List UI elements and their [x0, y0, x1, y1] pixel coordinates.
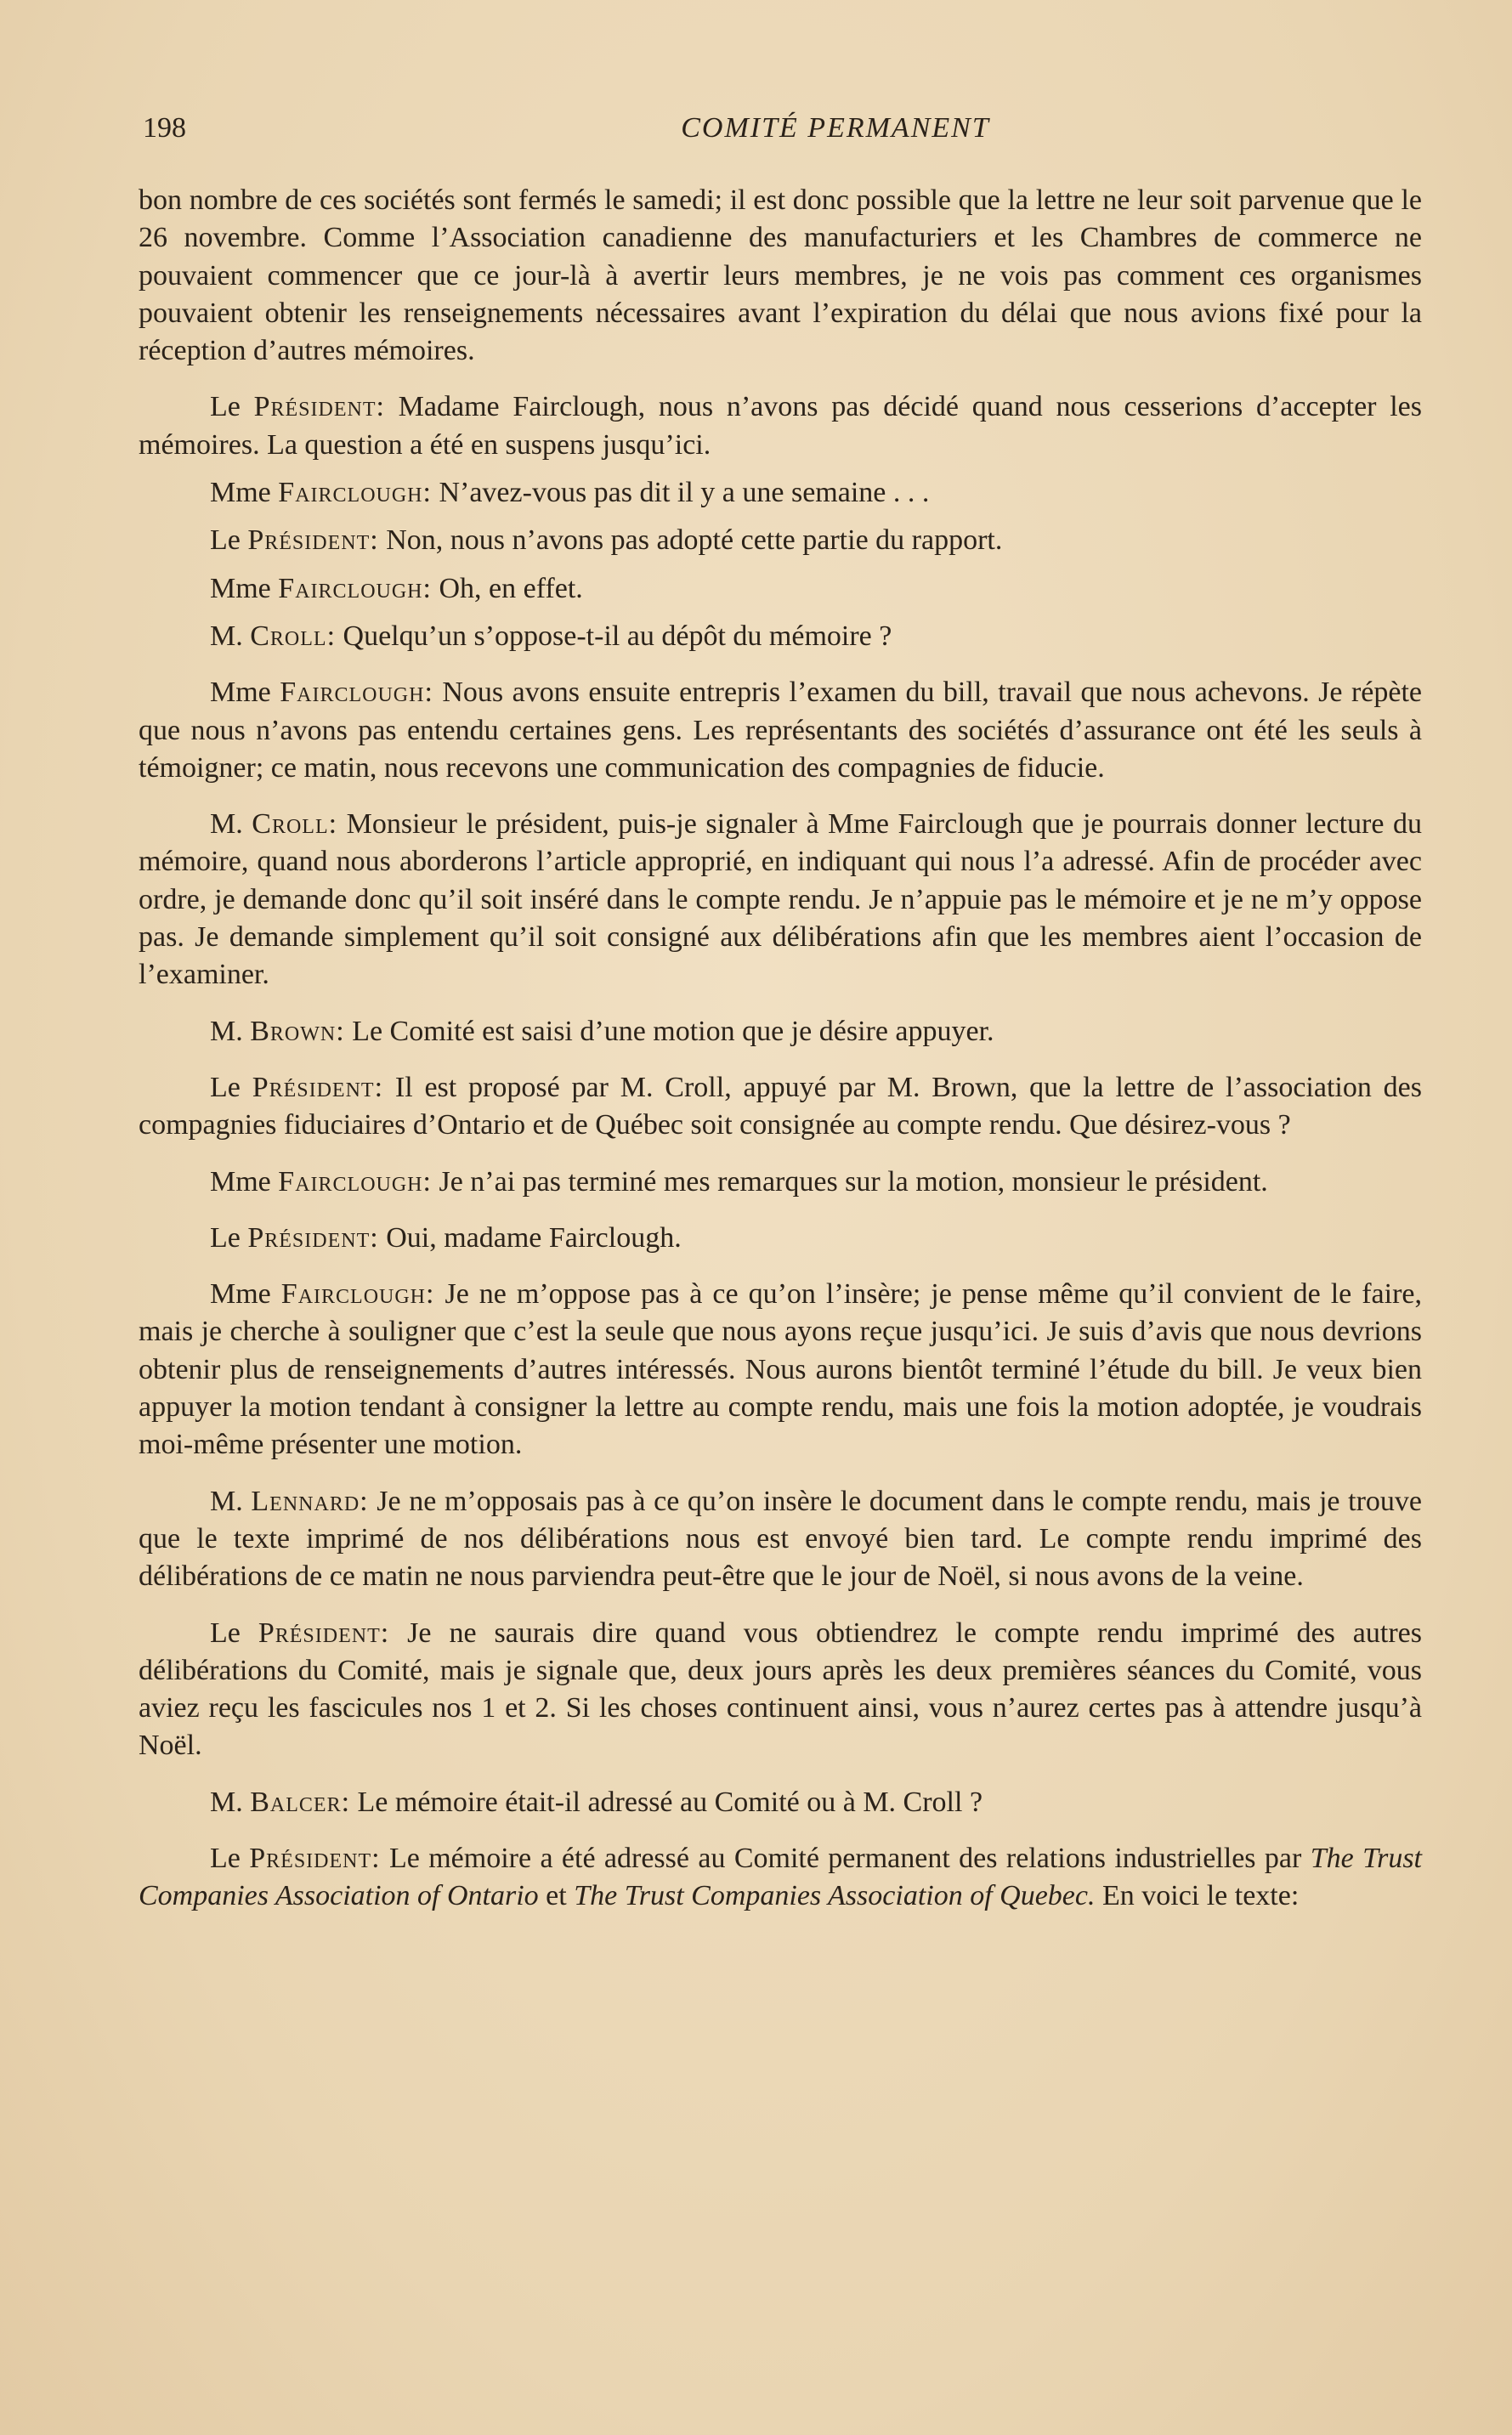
speaker-title: Le — [210, 524, 241, 557]
speech-text: Oh, en effet. — [431, 572, 583, 604]
speech-paragraph — [139, 1615, 1422, 1765]
speech-text: Je ne saurais dire quand vous obtiendrez le compte rendu imprimé des autres délibérations du Comité, mais je signale que, deux jours après les deux premières séances du Comité, vous aviez reçu les fascicules nos 1 et 2. Si les choses continuent ainsi, vous n’aurez certes pas à attendre jusqu’à Noël. — [139, 1617, 1422, 1762]
speech-text: En voici le texte: — [1095, 1880, 1300, 1912]
speech-text: Madame Fairclough, nous n’avons pas décidé quand nous cesserions d’accepter les mémoires. La question a été en suspens jusqu’ici. — [139, 391, 1423, 461]
speech-text: Le mémoire a été adressé au Comité permanent des relations industrielles par — [380, 1842, 1311, 1874]
speaker-title: Le — [210, 1071, 241, 1103]
body-text — [139, 182, 1422, 1934]
speech-paragraph — [139, 1840, 1422, 1916]
speaker-name: Président: — [247, 1221, 379, 1254]
speaker-title: Mme — [210, 677, 271, 709]
speaker-name: Brown: — [250, 1015, 345, 1047]
page-number: 198 — [143, 112, 186, 144]
speech-text: Le Comité est saisi d’une motion que je désire appuyer. — [344, 1015, 994, 1047]
speech-paragraph — [139, 388, 1422, 464]
speech-paragraph — [139, 1013, 1422, 1050]
speaker-name: Balcer: — [250, 1786, 351, 1818]
speaker-name: Croll: — [250, 620, 337, 652]
speaker-title: Le — [210, 1221, 241, 1254]
speaker-name: Lennard: — [251, 1485, 369, 1517]
speaker-name: Président: — [252, 1071, 384, 1103]
speaker-name: Fairclough: — [278, 477, 432, 509]
speech-text: Monsieur le président, puis-je signaler à Mme Fairclough que je pourrais donner lecture du mémoire, quand nous aborderons l’article approprié, en indiquant qui nous l’a adressé. Afin de procéder avec ordre, je demande donc qu’il soit inséré dans le compte rendu. Je n’appuie pas le mémoire et je ne m’y oppose pas. Je demande simplement qu’il soit consigné aux délibérations afin que les membres aient l’occasion de l’examiner. — [139, 808, 1422, 991]
speaker-title: Le — [210, 1842, 241, 1874]
speech-text: Nous avons ensuite entrepris l’examen du bill, travail que nous achevons. Je répète que nous n’avons pas entendu certaines gens. Les représentants des sociétés d’assurance ont été les seuls à témoigner; ce matin, nous recevons une communication des compagnies de fiducie. — [139, 677, 1422, 784]
speech-paragraph — [139, 1483, 1422, 1596]
speech-text: Je ne m’opposais pas à ce qu’on insère le document dans le compte rendu, mais je trouve que le texte imprimé de nos délibérations nous est envoyé bien tard. Le compte rendu imprimé des délibérations de ce matin ne nous parviendra peut-être que le jour de Noël, si nous avons de la veine. — [139, 1485, 1422, 1593]
speaker-name: Fairclough: — [280, 1278, 435, 1311]
speech-text: Je ne m’oppose pas à ce qu’on l’insère; je pense même qu’il convient de le faire, mais je cherche à souligner que c’est la seule que nous ayons reçue jusqu’ici. Je suis d’avis que nous devrions obtenir plus de renseignements d’autres intéressés. Nous aurons bientôt terminé l’étude du bill. Je veux bien appuyer la motion tendant à consigner la lettre au compte rendu, mais une fois la motion adoptée, je voudrais moi-même présenter une motion. — [139, 1278, 1422, 1461]
speaker-title: M. — [210, 808, 243, 841]
speech-text: Non, nous n’avons pas adopté cette partie du rapport. — [378, 524, 1003, 557]
speaker-title: Le — [210, 391, 241, 423]
speaker-title: Mme — [210, 1278, 271, 1311]
speech-paragraph — [139, 1069, 1422, 1145]
speaker-title: M. — [210, 1015, 243, 1047]
speech-paragraph — [139, 618, 1422, 655]
speech-text: et — [538, 1880, 575, 1912]
speaker-title: Le — [210, 1617, 241, 1649]
speech-text: Je n’ai pas terminé mes remarques sur la motion, monsieur le président. — [431, 1165, 1268, 1198]
speech-paragraph — [139, 1784, 1422, 1821]
speech-paragraph — [139, 1164, 1422, 1201]
speech-text: Le mémoire était-il adressé au Comité ou à M. Croll ? — [350, 1786, 983, 1818]
speaker-name: Président: — [249, 1842, 381, 1874]
speech-paragraph — [139, 474, 1422, 512]
speech-paragraph — [139, 674, 1422, 787]
speech-text: Il est proposé par M. Croll, appuyé par M. Brown, que la lettre de l’association des compagnies fiduciaires d’Ontario et de Québec soit consignée au compte rendu. Que désirez-vous ? — [139, 1071, 1423, 1141]
paragraph-text: bon nombre de ces sociétés sont fermés le samedi; il est donc possible que la lettre ne leur soit parvenue que le 26 novembre. Comme l’Association canadienne des manufacturiers et les Chambres de commerce ne pouvaient commencer que ce jour-là à avertir leurs membres, je ne vois pas comment ces organismes pouvaient obtenir les renseignements nécessaires avant l’expiration du délai que nous avions fixé pour la réception d’autres mémoires. — [139, 184, 1422, 367]
speaker-name: Président: — [247, 524, 379, 557]
speech-paragraph — [139, 570, 1422, 608]
speaker-title: M. — [210, 620, 243, 652]
speaker-name: Fairclough: — [278, 1165, 432, 1198]
speaker-title: M. — [210, 1485, 243, 1517]
paragraph — [139, 182, 1422, 370]
speaker-title: M. — [210, 1786, 243, 1818]
speech-paragraph — [139, 1220, 1422, 1257]
organization-name: The Trust Companies Association of Ontario — [139, 1842, 1423, 1912]
speaker-name: Président: — [253, 391, 385, 423]
speech-paragraph — [139, 1276, 1422, 1464]
speech-text: Oui, madame Fairclough. — [378, 1221, 682, 1254]
page-header — [143, 112, 1426, 153]
speaker-name: Fairclough: — [278, 572, 432, 604]
speaker-title: Mme — [210, 1165, 271, 1198]
speaker-name: Fairclough: — [280, 677, 433, 709]
speaker-title: Mme — [210, 477, 271, 509]
speech-paragraph — [139, 522, 1422, 559]
speaker-name: Président: — [258, 1617, 390, 1649]
speaker-name: Croll: — [252, 808, 338, 841]
organization-name: The Trust Companies Association of Quebec. — [574, 1880, 1096, 1912]
speaker-title: Mme — [210, 572, 271, 604]
running-title: COMITÉ PERMANENT — [681, 112, 990, 144]
speech-text: Quelqu’un s’oppose-t-il au dépôt du mémoire ? — [336, 620, 892, 652]
speech-text: N’avez-vous pas dit il y a une semaine . . . — [431, 477, 930, 509]
speech-paragraph — [139, 806, 1422, 994]
